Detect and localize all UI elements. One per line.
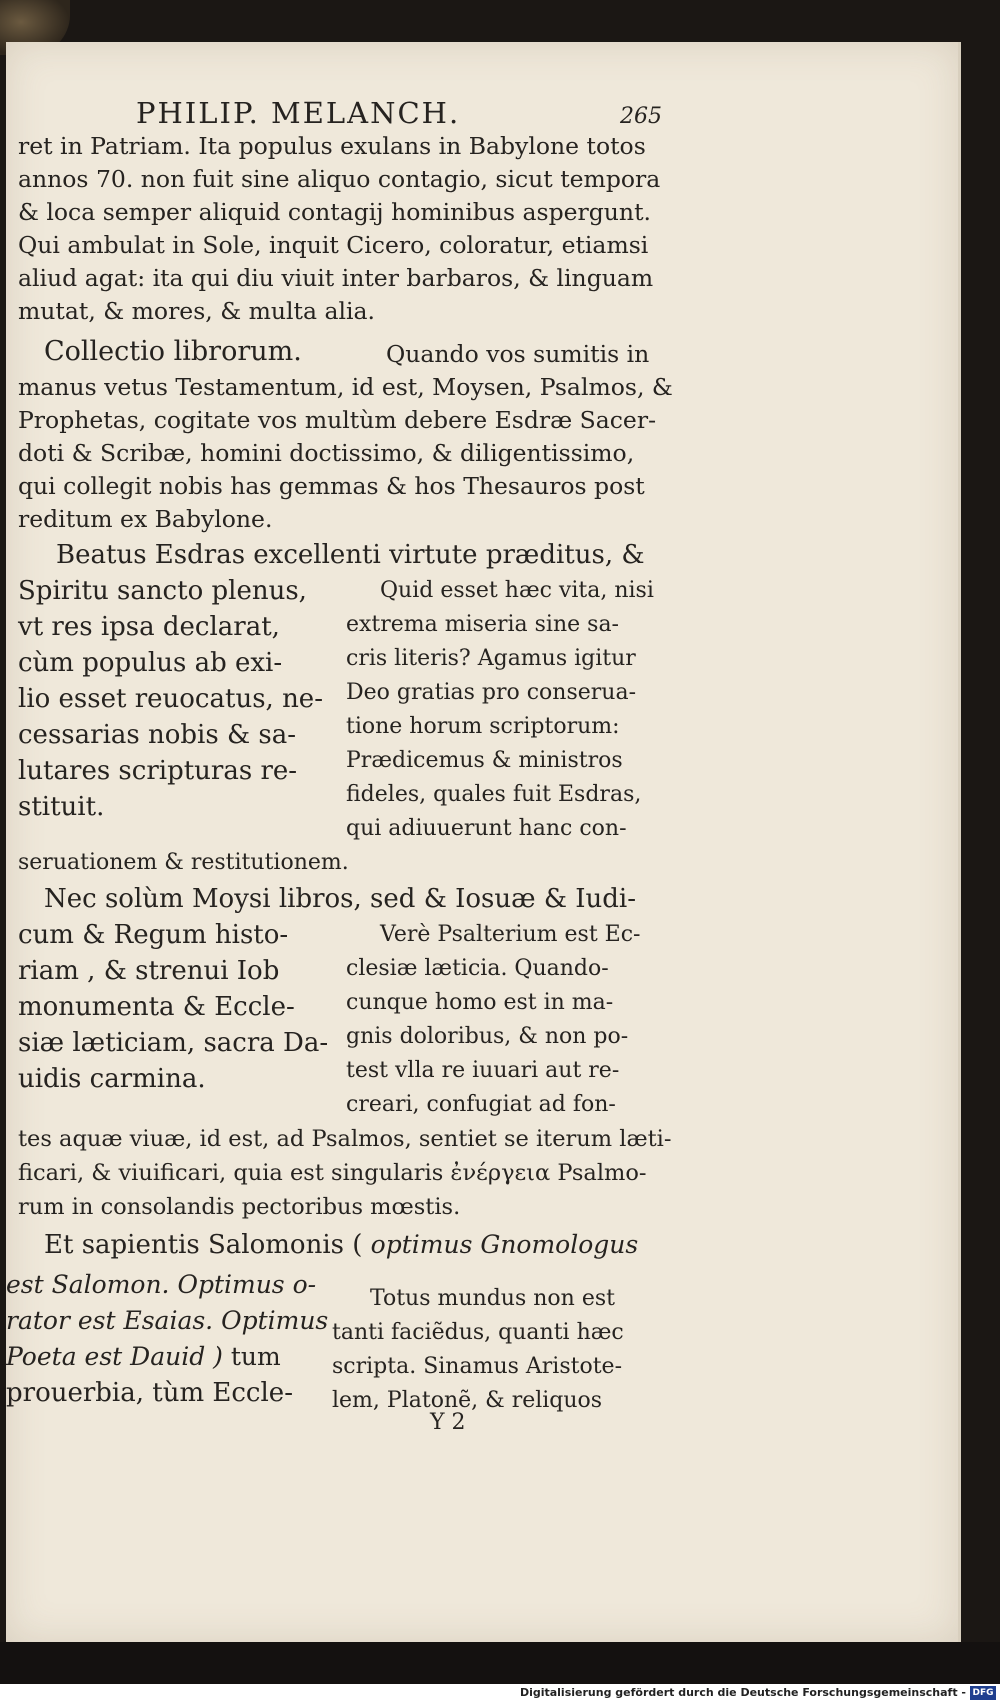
page-number: 265 [620,104,662,129]
signature-mark: Y 2 [430,1410,466,1435]
text-run: tum [230,1342,281,1371]
italic-text-line: est Salomon. Optimus o- [6,1270,317,1299]
text-line: ficari, & viuificari, quia est singularis ἐνέργεια Psalmo- [18,1160,647,1186]
text-line: Quando vos sumitis in [386,340,650,368]
text-line: tes aquæ viuæ, id est, ad Psalmos, sentiet se iterum læti- [18,1126,672,1152]
text-line [6,1342,281,1371]
text-line: rum in consolandis pectoribus mœstis. [18,1194,461,1220]
margin-note-line: Deo gratias pro conserua- [346,680,637,705]
text-line: Qui ambulat in Sole, inquit Cicero, coloratur, etiamsi [18,231,649,259]
margin-note-line: lem, Platonẽ, & reliquos [332,1388,603,1413]
margin-note-line: test vlla re iuuari aut re- [346,1058,620,1083]
margin-note-line: scripta. Sinamus Aristote- [332,1354,623,1379]
margin-note-line: Prædicemus & ministros [346,748,623,773]
text-line: Prophetas, cogitate vos multùm debere Esdræ Sacer- [18,406,657,434]
margin-note-line: Verè Psalterium est Ec- [380,922,641,947]
text-line: siæ læticiam, sacra Da- [18,1028,329,1058]
margin-note-line: fideles, quales fuit Esdras, [346,782,642,807]
footer-bar [0,1684,1000,1703]
running-title: PHILIP. MELANCH. [136,96,461,130]
margin-note-line: creari, confugiat ad fon- [346,1092,616,1117]
text-line: seruationem & restitutionem. [18,850,349,875]
margin-note-line: tanti faciẽdus, quanti hæc [332,1320,624,1345]
margin-note-line: cris literis? Agamus igitur [346,646,636,671]
text-line: uidis carmina. [18,1064,206,1094]
text-line: aliud agat: ita qui diu viuit inter barbaros, & linguam [18,264,654,292]
text-line: ret in Patriam. Ita populus exulans in Babylone totos [18,132,646,160]
margin-note-line: clesiæ læticia. Quando- [346,956,609,981]
margin-note-line: Quid esset hæc vita, nisi [380,578,654,603]
margin-note-line: qui adiuuerunt hanc con- [346,816,627,841]
margin-note-line: gnis doloribus, & non po- [346,1024,629,1049]
margin-note-line: tione horum scriptorum: [346,714,620,739]
text-line: annos 70. non fuit sine aliquo contagio, sicut tempora [18,165,661,193]
funding-notice: Digitalisierung gefördert durch die Deutsche Forschungsgemeinschaft - [519,1686,966,1699]
text-line: cum & Regum histo- [18,920,289,950]
text-line: cessarias nobis & sa- [18,720,296,750]
text-line: qui collegit nobis has gemmas & hos Thesauros post [18,472,645,500]
text-line: riam , & strenui Iob [18,956,280,986]
text-line: monumenta & Eccle- [18,992,295,1022]
text-line: reditum ex Babylone. [18,505,273,533]
text-line: stituit. [18,792,105,822]
margin-note-line: cunque homo est in ma- [346,990,614,1015]
text-line [44,1230,638,1260]
margin-note-line: Totus mundus non est [370,1286,615,1311]
text-line: doti & Scribæ, homini doctissimo, & diligentissimo, [18,439,635,467]
scan-border [0,1642,1000,1684]
text-line: Nec solùm Moysi libros, sed & Iosuæ & Iudi- [44,884,636,914]
italic-text-line: rator est Esaias. Optimus [6,1306,329,1335]
text-run: Et sapientis Salomonis ( [44,1230,363,1260]
text-line: vt res ipsa declarat, [18,612,280,642]
text-line: lio esset reuocatus, ne- [18,684,323,714]
italic-text-run: Poeta est Dauid ) [6,1342,223,1371]
section-heading: Collectio librorum. [44,336,302,367]
text-line: manus vetus Testamentum, id est, Moysen, Psalmos, & [18,373,673,401]
margin-note-line: extrema miseria sine sa- [346,612,619,637]
text-line: mutat, & mores, & multa alia. [18,297,375,325]
text-line: cùm populus ab exi- [18,648,283,678]
text-line: Beatus Esdras excellenti virtute præditus, & [56,540,645,570]
text-line: Spiritu sancto plenus, [18,576,307,606]
text-line: lutares scripturas re- [18,756,298,786]
text-line: prouerbia, tùm Eccle- [6,1378,293,1408]
dfg-logo: DFG [970,1686,996,1700]
text-line: & loca semper aliquid contagij hominibus aspergunt. [18,198,651,226]
italic-text-run: optimus Gnomologus [370,1230,639,1259]
